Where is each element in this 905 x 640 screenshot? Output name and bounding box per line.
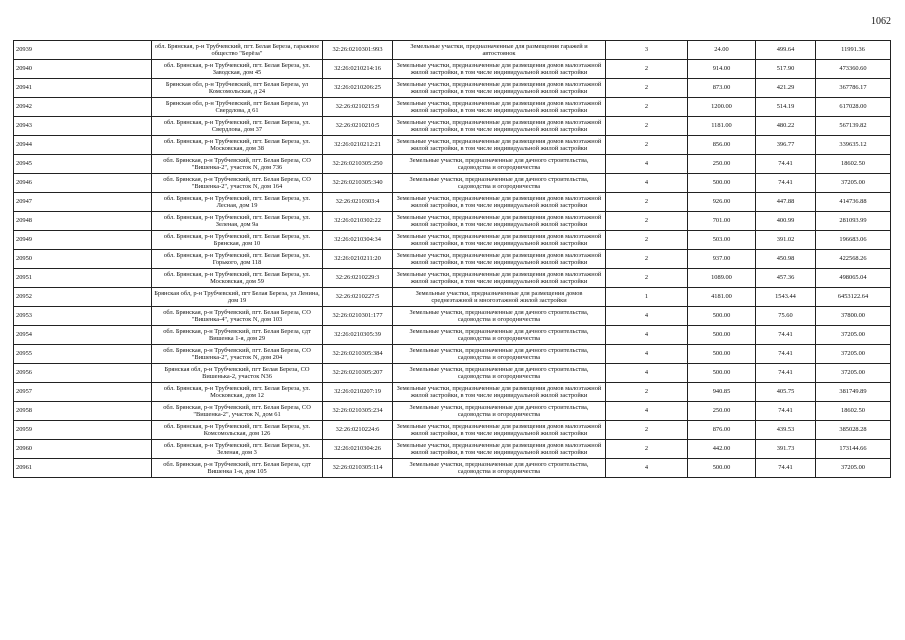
address-cell: обл. Брянская, р-н Трубчевский, пгт. Белая Береза, СО "Вишенка-2", участок N, дом 61 (152, 402, 323, 421)
specific-value-cell: 74.41 (756, 174, 816, 193)
cadastral-number-cell: 32:26:0210305:250 (323, 155, 393, 174)
row-id-cell: 20945 (14, 155, 152, 174)
table-row (14, 231, 891, 250)
land-use-cell: Земельные участки, предназначенные для размещения домов малоэтажной жилой застройки, в том числе индивидуальной жилой застройки (393, 117, 606, 136)
specific-value-cell: 439.53 (756, 421, 816, 440)
cadastral-number-cell: 32:26:0210229:3 (323, 269, 393, 288)
land-use-cell: Земельные участки, предназначенные для размещения домов малоэтажной жилой застройки, в том числе индивидуальной жилой застройки (393, 79, 606, 98)
address-cell: обл. Брянская, р-н Трубчевский, пгт. Белая Береза, СО "Вишенка-4", участок N, дом 103 (152, 307, 323, 326)
land-use-cell: Земельные участки, предназначенные для размещения домов среднеэтажной и многоэтажной жилой застройки (393, 288, 606, 307)
specific-value-cell: 480.22 (756, 117, 816, 136)
cadastral-value-cell: 37205.00 (816, 364, 891, 383)
cadastral-value-cell: 37205.00 (816, 174, 891, 193)
area-cell: 500.00 (688, 174, 756, 193)
category-cell: 4 (606, 402, 688, 421)
cadastral-value-cell: 196683.06 (816, 231, 891, 250)
land-use-cell: Земельные участки, предназначенные для размещения домов малоэтажной жилой застройки, в том числе индивидуальной жилой застройки (393, 212, 606, 231)
table-row (14, 250, 891, 269)
cadastral-number-cell: 32:26:0210210:5 (323, 117, 393, 136)
category-cell: 1 (606, 288, 688, 307)
cadastral-number-cell: 32:26:0210215:9 (323, 98, 393, 117)
specific-value-cell: 450.98 (756, 250, 816, 269)
row-id-cell: 20956 (14, 364, 152, 383)
land-use-cell: Земельные участки, предназначенные для размещения домов малоэтажной жилой застройки, в том числе индивидуальной жилой застройки (393, 136, 606, 155)
area-cell: 873.00 (688, 79, 756, 98)
cadastral-number-cell: 32:26:0210301:177 (323, 307, 393, 326)
cadastral-value-cell: 18602.50 (816, 155, 891, 174)
table-row (14, 288, 891, 307)
row-id-cell: 20949 (14, 231, 152, 250)
table-row (14, 402, 891, 421)
area-cell: 926.00 (688, 193, 756, 212)
land-use-cell: Земельные участки, предназначенные для дачного строительства, садоводства и огородничества (393, 307, 606, 326)
area-cell: 856.00 (688, 136, 756, 155)
land-use-cell: Земельные участки, предназначенные для размещения домов малоэтажной жилой застройки, в том числе индивидуальной жилой застройки (393, 383, 606, 402)
area-cell: 1181.00 (688, 117, 756, 136)
area-cell: 500.00 (688, 307, 756, 326)
specific-value-cell: 75.60 (756, 307, 816, 326)
land-use-cell: Земельные участки, предназначенные для размещения домов малоэтажной жилой застройки, в том числе индивидуальной жилой застройки (393, 269, 606, 288)
address-cell: обл. Брянская, р-н Трубчевский, пгт. Белая Береза, ул. Московская, дом 59 (152, 269, 323, 288)
row-id-cell: 20939 (14, 41, 152, 60)
row-id-cell: 20960 (14, 440, 152, 459)
area-cell: 250.00 (688, 155, 756, 174)
area-cell: 500.00 (688, 326, 756, 345)
land-registry-table (13, 40, 891, 478)
address-cell: обл. Брянская, р-н Трубчевский, пгт. Белая Береза, СО "Вишенка-2", участок N, дом 736 (152, 155, 323, 174)
specific-value-cell: 74.41 (756, 155, 816, 174)
cadastral-number-cell: 32:26:0210304:34 (323, 231, 393, 250)
cadastral-number-cell: 32:26:0210305:234 (323, 402, 393, 421)
row-id-cell: 20954 (14, 326, 152, 345)
table-row (14, 60, 891, 79)
table-row (14, 117, 891, 136)
specific-value-cell: 74.41 (756, 402, 816, 421)
table-row (14, 421, 891, 440)
cadastral-number-cell: 32:26:0210211:20 (323, 250, 393, 269)
cadastral-number-cell: 32:26:0210301:993 (323, 41, 393, 60)
address-cell: обл. Брянская, р-н Трубчевский, пгт. Белая Береза, ул. Московская, дом 38 (152, 136, 323, 155)
cadastral-number-cell: 32:26:0210305:39 (323, 326, 393, 345)
specific-value-cell: 499.64 (756, 41, 816, 60)
land-use-cell: Земельные участки, предназначенные для дачного строительства, садоводства и огородничества (393, 174, 606, 193)
area-cell: 24.00 (688, 41, 756, 60)
cadastral-number-cell: 32:26:0210305:340 (323, 174, 393, 193)
category-cell: 2 (606, 212, 688, 231)
cadastral-value-cell: 422568.26 (816, 250, 891, 269)
land-use-cell: Земельные участки, предназначенные для размещения домов малоэтажной жилой застройки, в том числе индивидуальной жилой застройки (393, 193, 606, 212)
cadastral-value-cell: 37800.00 (816, 307, 891, 326)
row-id-cell: 20955 (14, 345, 152, 364)
specific-value-cell: 396.77 (756, 136, 816, 155)
cadastral-number-cell: 32:26:0210206:25 (323, 79, 393, 98)
cadastral-value-cell: 498065.04 (816, 269, 891, 288)
table-row (14, 41, 891, 60)
category-cell: 2 (606, 60, 688, 79)
category-cell: 4 (606, 326, 688, 345)
table-row (14, 307, 891, 326)
area-cell: 701.00 (688, 212, 756, 231)
specific-value-cell: 1543.44 (756, 288, 816, 307)
specific-value-cell: 74.41 (756, 459, 816, 478)
table-body (14, 41, 891, 478)
category-cell: 2 (606, 231, 688, 250)
category-cell: 2 (606, 383, 688, 402)
cadastral-number-cell: 32:26:0210227:5 (323, 288, 393, 307)
address-cell: обл. Брянская, р-н Трубчевский, пгт. Белая Береза, ул. Горького, дом 118 (152, 250, 323, 269)
cadastral-number-cell: 32:26:0210302:22 (323, 212, 393, 231)
area-cell: 503.00 (688, 231, 756, 250)
row-id-cell: 20953 (14, 307, 152, 326)
address-cell: обл. Брянская, р-н Трубчевский, пгт. Белая Береза, ул. Свердлова, дом 37 (152, 117, 323, 136)
land-use-cell: Земельные участки, предназначенные для размещения домов малоэтажной жилой застройки, в том числе индивидуальной жилой застройки (393, 440, 606, 459)
row-id-cell: 20942 (14, 98, 152, 117)
cadastral-value-cell: 385028.28 (816, 421, 891, 440)
row-id-cell: 20943 (14, 117, 152, 136)
area-cell: 500.00 (688, 459, 756, 478)
table-row (14, 440, 891, 459)
area-cell: 1200.00 (688, 98, 756, 117)
table-row (14, 345, 891, 364)
cadastral-value-cell: 367786.17 (816, 79, 891, 98)
cadastral-value-cell: 381749.89 (816, 383, 891, 402)
cadastral-number-cell: 32:26:0210212:21 (323, 136, 393, 155)
area-cell: 914.00 (688, 60, 756, 79)
cadastral-number-cell: 32:26:0210305:114 (323, 459, 393, 478)
category-cell: 4 (606, 345, 688, 364)
table-row (14, 212, 891, 231)
specific-value-cell: 74.41 (756, 364, 816, 383)
row-id-cell: 20946 (14, 174, 152, 193)
address-cell: Брянская обл, р-н Трубчевский, пгт Белая Береза, ул Комсомольская, д 24 (152, 79, 323, 98)
specific-value-cell: 447.88 (756, 193, 816, 212)
area-cell: 937.00 (688, 250, 756, 269)
table-row (14, 326, 891, 345)
cadastral-number-cell: 32:26:0210224:6 (323, 421, 393, 440)
row-id-cell: 20951 (14, 269, 152, 288)
cadastral-number-cell: 32:26:0210304:26 (323, 440, 393, 459)
cadastral-value-cell: 6453122.64 (816, 288, 891, 307)
table-row (14, 174, 891, 193)
cadastral-number-cell: 32:26:0210303:4 (323, 193, 393, 212)
row-id-cell: 20958 (14, 402, 152, 421)
cadastral-value-cell: 18602.50 (816, 402, 891, 421)
table-row (14, 269, 891, 288)
specific-value-cell: 514.19 (756, 98, 816, 117)
area-cell: 500.00 (688, 345, 756, 364)
category-cell: 3 (606, 41, 688, 60)
specific-value-cell: 457.36 (756, 269, 816, 288)
cadastral-value-cell: 11991.36 (816, 41, 891, 60)
specific-value-cell: 74.41 (756, 326, 816, 345)
specific-value-cell: 391.73 (756, 440, 816, 459)
land-use-cell: Земельные участки, предназначенные для размещения домов малоэтажной жилой застройки, в том числе индивидуальной жилой застройки (393, 98, 606, 117)
specific-value-cell: 405.75 (756, 383, 816, 402)
table-row (14, 193, 891, 212)
table-row (14, 364, 891, 383)
category-cell: 2 (606, 136, 688, 155)
area-cell: 876.00 (688, 421, 756, 440)
land-use-cell: Земельные участки, предназначенные для размещения гаражей и автостоянок (393, 41, 606, 60)
page-number: 1062 (871, 16, 891, 27)
row-id-cell: 20961 (14, 459, 152, 478)
address-cell: Брянская обл, р-н Трубчевский, пгт Белая Береза, ул Свердлова, д 61 (152, 98, 323, 117)
land-use-cell: Земельные участки, предназначенные для дачного строительства, садоводства и огородничества (393, 155, 606, 174)
category-cell: 4 (606, 174, 688, 193)
address-cell: обл. Брянская, р-н Трубчевский, пгт. Белая Береза, ул. Зеленая, дом 9а (152, 212, 323, 231)
table-row (14, 79, 891, 98)
cadastral-value-cell: 37205.00 (816, 459, 891, 478)
table-row (14, 155, 891, 174)
category-cell: 2 (606, 117, 688, 136)
row-id-cell: 20948 (14, 212, 152, 231)
row-id-cell: 20950 (14, 250, 152, 269)
area-cell: 4181.00 (688, 288, 756, 307)
row-id-cell: 20959 (14, 421, 152, 440)
address-cell: обл. Брянская, р-н Трубчевский, пгт. Белая Береза, ул. Московская, дом 12 (152, 383, 323, 402)
address-cell: обл. Брянская, р-н Трубчевский, пгт. Белая Береза, гаражное общество "Берёза" (152, 41, 323, 60)
cadastral-number-cell: 32:26:0210305:384 (323, 345, 393, 364)
land-use-cell: Земельные участки, предназначенные для дачного строительства, садоводства и огородничества (393, 402, 606, 421)
address-cell: обл. Брянская, р-н Трубчевский, пгт. Белая Береза, ул. Комсомольская, дом 126 (152, 421, 323, 440)
land-use-cell: Земельные участки, предназначенные для размещения домов малоэтажной жилой застройки, в том числе индивидуальной жилой застройки (393, 231, 606, 250)
row-id-cell: 20940 (14, 60, 152, 79)
area-cell: 940.85 (688, 383, 756, 402)
table-row (14, 383, 891, 402)
specific-value-cell: 400.99 (756, 212, 816, 231)
land-use-cell: Земельные участки, предназначенные для дачного строительства, садоводства и огородничества (393, 345, 606, 364)
land-use-cell: Земельные участки, предназначенные для размещения домов малоэтажной жилой застройки, в том числе индивидуальной жилой застройки (393, 421, 606, 440)
cadastral-value-cell: 37205.00 (816, 326, 891, 345)
category-cell: 2 (606, 421, 688, 440)
address-cell: обл. Брянская, р-н Трубчевский, пгт. Белая Береза, сдт Вишенка 1-я, дом 29 (152, 326, 323, 345)
address-cell: обл. Брянская, р-н Трубчевский, пгт. Белая Береза, ул. Лесная, дом 19 (152, 193, 323, 212)
row-id-cell: 20952 (14, 288, 152, 307)
category-cell: 2 (606, 250, 688, 269)
address-cell: обл. Брянская, р-н Трубчевский, пгт. Белая Береза, сдт Вишенка 1-я, дом 105 (152, 459, 323, 478)
address-cell: обл. Брянская, р-н Трубчевский, пгт. Белая Береза, ул. Зеленая, дом 3 (152, 440, 323, 459)
cadastral-value-cell: 473360.60 (816, 60, 891, 79)
address-cell: обл. Брянская, р-н Трубчевский, пгт. Белая Береза, СО "Вишенка-2", участок N, дом 164 (152, 174, 323, 193)
category-cell: 2 (606, 269, 688, 288)
cadastral-value-cell: 414736.88 (816, 193, 891, 212)
land-use-cell: Земельные участки, предназначенные для размещения домов малоэтажной жилой застройки, в том числе индивидуальной жилой застройки (393, 250, 606, 269)
category-cell: 2 (606, 440, 688, 459)
table-row (14, 136, 891, 155)
land-use-cell: Земельные участки, предназначенные для дачного строительства, садоводства и огородничества (393, 459, 606, 478)
address-cell: обл. Брянская, р-н Трубчевский, пгт. Белая Береза, СО "Вишенка-2", участок N, дом 204 (152, 345, 323, 364)
cadastral-number-cell: 32:26:0210305:207 (323, 364, 393, 383)
row-id-cell: 20947 (14, 193, 152, 212)
land-use-cell: Земельные участки, предназначенные для дачного строительства, садоводства и огородничества (393, 364, 606, 383)
category-cell: 2 (606, 79, 688, 98)
table-row (14, 459, 891, 478)
cadastral-number-cell: 32:26:0210207:19 (323, 383, 393, 402)
row-id-cell: 20957 (14, 383, 152, 402)
address-cell: Брянская обл, р-н Трубчевский, пгт Белая Береза, ул Ленина, дом 19 (152, 288, 323, 307)
address-cell: Брянская обл, р-н Трубчевский, пгт Белая Береза, СО Вишенька-2, участок N36 (152, 364, 323, 383)
cadastral-value-cell: 37205.00 (816, 345, 891, 364)
address-cell: обл. Брянская, р-н Трубчевский, пгт. Белая Береза, ул. Брянская, дом 10 (152, 231, 323, 250)
cadastral-value-cell: 617028.00 (816, 98, 891, 117)
specific-value-cell: 421.29 (756, 79, 816, 98)
category-cell: 2 (606, 98, 688, 117)
land-use-cell: Земельные участки, предназначенные для размещения домов малоэтажной жилой застройки, в том числе индивидуальной жилой застройки (393, 60, 606, 79)
area-cell: 1089.00 (688, 269, 756, 288)
row-id-cell: 20944 (14, 136, 152, 155)
cadastral-value-cell: 281093.99 (816, 212, 891, 231)
land-use-cell: Земельные участки, предназначенные для дачного строительства, садоводства и огородничества (393, 326, 606, 345)
row-id-cell: 20941 (14, 79, 152, 98)
area-cell: 250.00 (688, 402, 756, 421)
cadastral-number-cell: 32:26:0210214:16 (323, 60, 393, 79)
category-cell: 4 (606, 307, 688, 326)
category-cell: 4 (606, 459, 688, 478)
area-cell: 500.00 (688, 364, 756, 383)
area-cell: 442.00 (688, 440, 756, 459)
category-cell: 4 (606, 155, 688, 174)
table-row (14, 98, 891, 117)
category-cell: 4 (606, 364, 688, 383)
specific-value-cell: 517.90 (756, 60, 816, 79)
specific-value-cell: 74.41 (756, 345, 816, 364)
cadastral-value-cell: 567139.82 (816, 117, 891, 136)
specific-value-cell: 391.02 (756, 231, 816, 250)
address-cell: обл. Брянская, р-н Трубчевский, пгт. Белая Береза, ул. Заводская, дом 45 (152, 60, 323, 79)
category-cell: 2 (606, 193, 688, 212)
cadastral-value-cell: 173144.66 (816, 440, 891, 459)
cadastral-value-cell: 339635.12 (816, 136, 891, 155)
